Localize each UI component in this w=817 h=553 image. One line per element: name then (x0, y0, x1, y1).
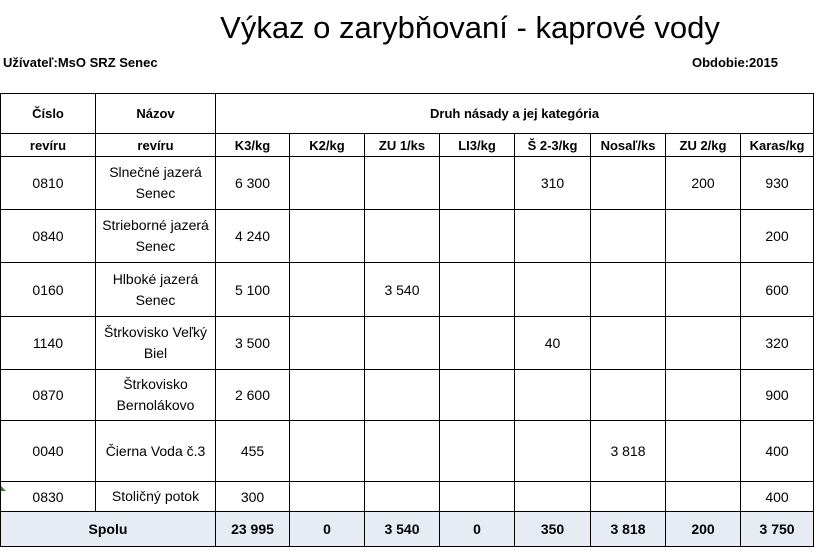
value-cell (440, 157, 515, 210)
value-cell: 300 (216, 482, 290, 512)
value-cell (290, 263, 365, 317)
value-cell (515, 263, 591, 317)
total-label: Spolu (1, 512, 216, 547)
revir-name (96, 210, 216, 263)
revir-name-line1: Slnečné jazerá (109, 164, 202, 180)
value-cell: 200 (741, 210, 814, 263)
report-title: Výkaz o zarybňovaní - kaprové vody (220, 10, 720, 45)
col-header-karas: Karas/kg (741, 134, 814, 157)
revir-name-line1: Čierna Voda č.3 (105, 442, 206, 459)
value-cell: 455 (216, 421, 290, 482)
stocking-report-table (0, 93, 814, 547)
value-cell (365, 210, 440, 263)
value-cell: 200 (666, 157, 741, 210)
revir-number: 1140 (1, 317, 96, 370)
table-row (1, 210, 814, 263)
value-cell (591, 263, 666, 317)
table-row (1, 157, 814, 210)
total-value: 200 (666, 512, 741, 547)
value-cell (591, 317, 666, 370)
revir-name-line1: Strieborné jazerá (102, 217, 209, 233)
value-cell (440, 317, 515, 370)
value-cell: 40 (515, 317, 591, 370)
value-cell: 400 (741, 482, 814, 512)
col-header-name: Názov (96, 94, 216, 134)
value-cell (666, 263, 741, 317)
total-value: 3 818 (591, 512, 666, 547)
value-cell (666, 421, 741, 482)
value-cell (365, 317, 440, 370)
total-value: 23 995 (216, 512, 290, 547)
revir-number: 0830 (1, 482, 96, 512)
value-cell (365, 421, 440, 482)
value-cell (591, 157, 666, 210)
total-value: 0 (440, 512, 515, 547)
value-cell (440, 210, 515, 263)
value-cell: 900 (741, 370, 814, 421)
total-value: 3 540 (365, 512, 440, 547)
value-cell (591, 210, 666, 263)
col-header-number: Číslo (1, 94, 96, 134)
value-cell (290, 421, 365, 482)
value-cell (290, 482, 365, 512)
revir-name (96, 317, 216, 370)
value-cell (666, 210, 741, 263)
value-cell (290, 210, 365, 263)
period-label: Obdobie:2015 (692, 55, 778, 70)
value-cell (515, 370, 591, 421)
value-cell (290, 317, 365, 370)
col-header-number-sub: revíru (1, 134, 96, 157)
revir-name (96, 482, 216, 512)
value-cell (440, 421, 515, 482)
col-header-nosal: Nosaľ/ks (591, 134, 666, 157)
user-label: Užívateľ:MsO SRZ Senec (3, 55, 158, 70)
revir-name-line1: Štrkovisko (123, 376, 188, 392)
value-cell: 3 500 (216, 317, 290, 370)
value-cell (290, 157, 365, 210)
revir-name (96, 263, 216, 317)
revir-name-line1: Hlboké jazerá (112, 270, 199, 287)
value-cell: 310 (515, 157, 591, 210)
revir-name-line2: Senec (135, 238, 176, 254)
revir-number: 0160 (1, 263, 96, 317)
total-value: 350 (515, 512, 591, 547)
value-cell (365, 370, 440, 421)
value-cell: 320 (741, 317, 814, 370)
col-header-li3: LI3/kg (440, 134, 515, 157)
value-cell (440, 263, 515, 317)
total-value: 3 750 (741, 512, 814, 547)
value-cell (365, 157, 440, 210)
col-header-name-sub: revíru (96, 134, 216, 157)
value-cell: 6 300 (216, 157, 290, 210)
revir-number: 0870 (1, 370, 96, 421)
col-group-header: Druh násady a jej kategória (216, 94, 814, 134)
value-cell: 5 100 (216, 263, 290, 317)
total-value: 0 (290, 512, 365, 547)
value-cell: 4 240 (216, 210, 290, 263)
col-header-k2: K2/kg (290, 134, 365, 157)
revir-name (96, 421, 216, 482)
value-cell (365, 482, 440, 512)
value-cell (515, 421, 591, 482)
revir-name (96, 157, 216, 210)
value-cell (666, 317, 741, 370)
header-row-top (1, 94, 814, 134)
header-row-bottom (1, 134, 814, 157)
total-row (1, 512, 814, 547)
value-cell (666, 482, 741, 512)
revir-name-line2: Senec (135, 185, 176, 201)
value-cell (515, 210, 591, 263)
revir-number: 0840 (1, 210, 96, 263)
value-cell (591, 482, 666, 512)
value-cell: 400 (741, 421, 814, 482)
value-cell (440, 482, 515, 512)
revir-name-line1: Štrkovisko Veľký (104, 324, 207, 340)
value-cell (515, 482, 591, 512)
revir-name-line1: Stoličný potok (111, 488, 200, 504)
value-cell (440, 370, 515, 421)
revir-number: 0810 (1, 157, 96, 210)
value-cell: 3 818 (591, 421, 666, 482)
revir-name (96, 370, 216, 421)
table-row (1, 317, 814, 370)
table-row (1, 482, 814, 512)
revir-name-line2: Biel (143, 345, 168, 361)
table-row (1, 370, 814, 421)
revir-name-line2: Senec (135, 291, 176, 308)
table-row (1, 421, 814, 482)
value-cell (591, 370, 666, 421)
value-cell: 600 (741, 263, 814, 317)
col-header-zu2: ZU 2/kg (666, 134, 741, 157)
value-cell: 2 600 (216, 370, 290, 421)
col-header-k3: K3/kg (216, 134, 290, 157)
table-row (1, 263, 814, 317)
revir-number: 0040 (1, 421, 96, 482)
value-cell: 3 540 (365, 263, 440, 317)
col-header-s23: Š 2-3/kg (515, 134, 591, 157)
value-cell (666, 370, 741, 421)
revir-name-line2: Bernolákovo (116, 397, 195, 413)
col-header-zu1: ZU 1/ks (365, 134, 440, 157)
value-cell (290, 370, 365, 421)
value-cell: 930 (741, 157, 814, 210)
